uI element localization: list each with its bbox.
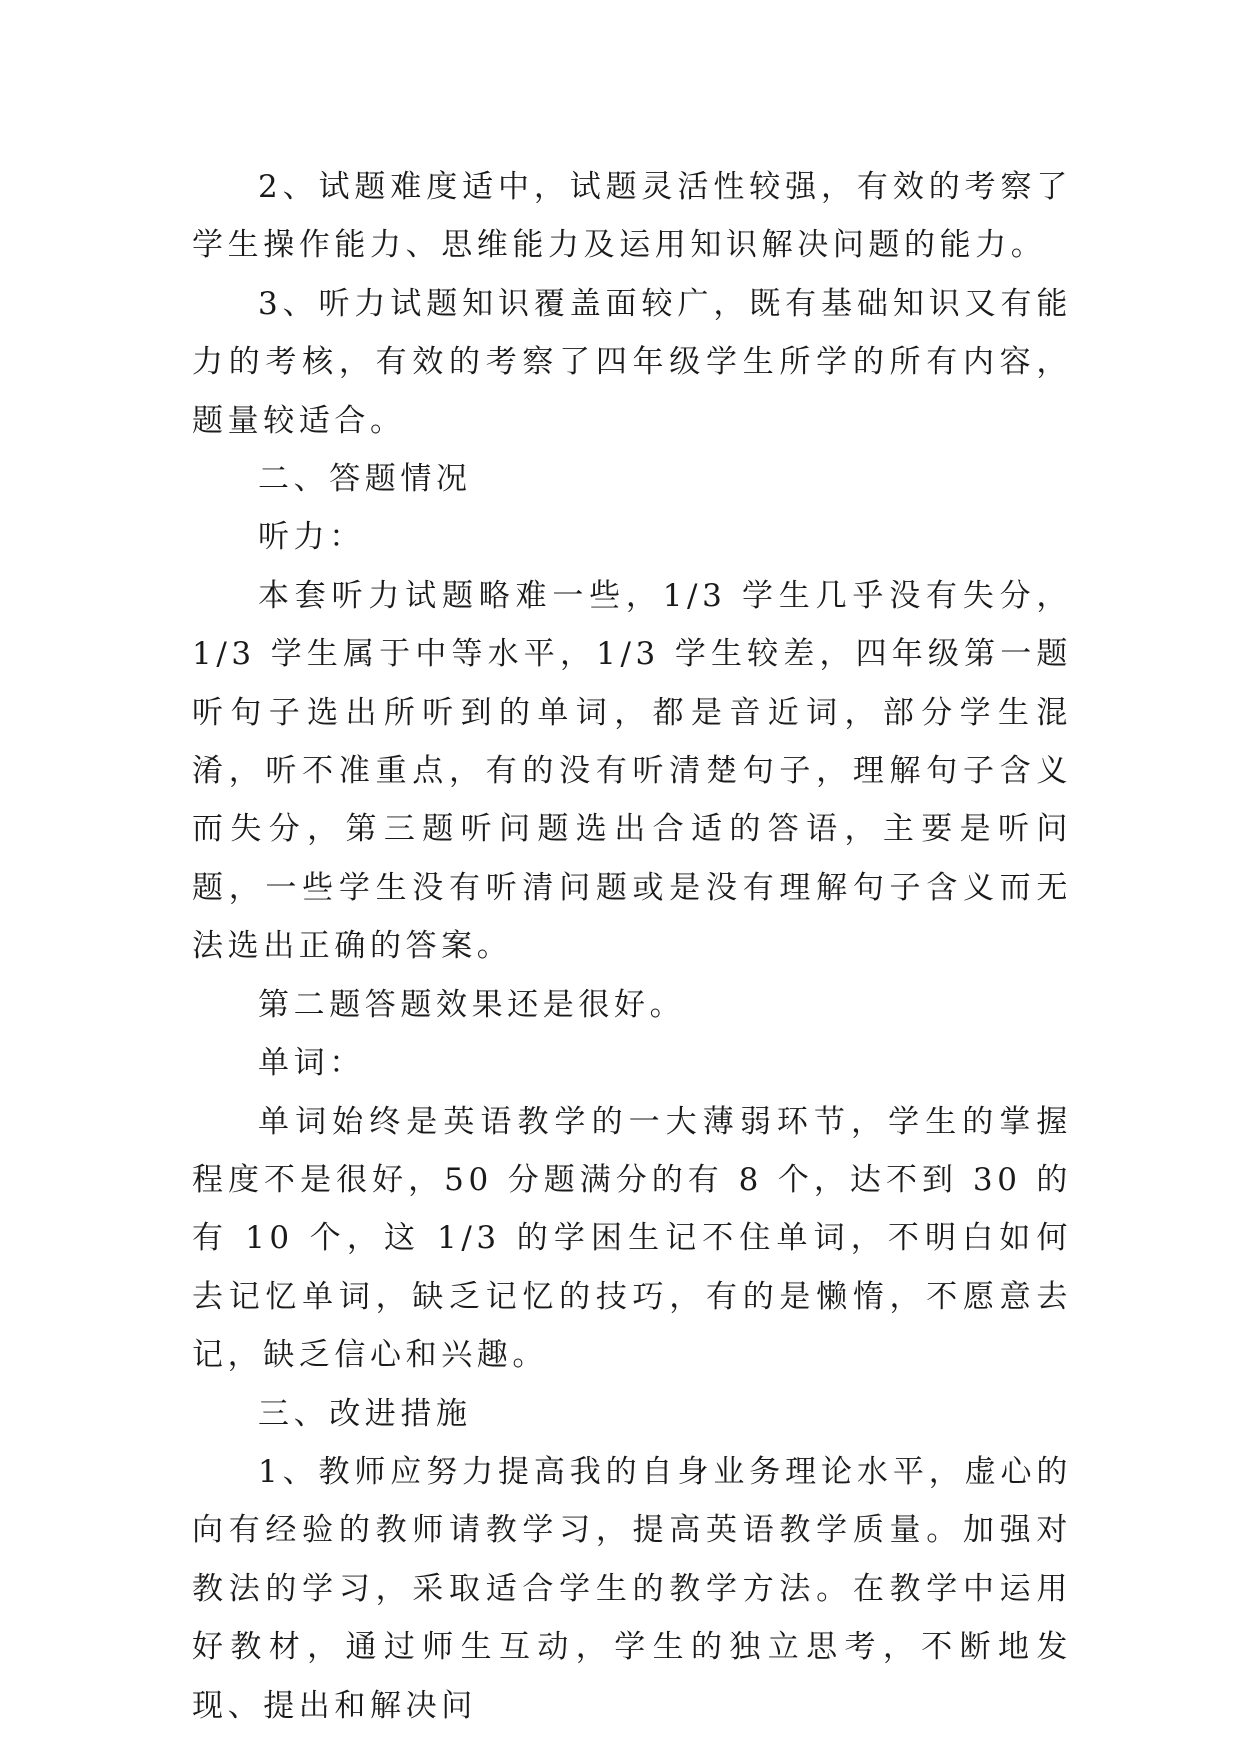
- section-heading-improvements: 三、改进措施: [258, 1395, 472, 1432]
- paragraph-second-question: 第二题答题效果还是很好。: [258, 986, 686, 1023]
- paragraph-improvement-1: 1、教师应努力提高我的自身业务理论水平，虚心的向有经验的教师请教学习，提高英语教学质量。加强对教法的学习，采取适合学生的教学方法。在教学中运用好教材，通过师生互动，学生的独立思考，不断地发现、提出和解决问: [192, 1453, 1072, 1724]
- paragraph-difficulty: 2、试题难度适中，试题灵活性较强，有效的考察了学生操作能力、思维能力及运用知识解决问题的能力。: [192, 169, 1072, 264]
- subheading-vocabulary: 单词：: [258, 1045, 365, 1082]
- document-body: [192, 158, 1072, 1735]
- subheading-listening: 听力：: [258, 519, 365, 556]
- paragraph-vocabulary-analysis: 单词始终是英语教学的一大薄弱环节，学生的掌握程度不是很好，50 分题满分的有 8 个，达不到 30 的有 10 个，这 1/3 的学困生记不住单词，不明白如何去记忆单词，缺乏记忆的技巧，有的是懒惰，不愿意去记，缺乏信心和兴趣。: [192, 1103, 1072, 1374]
- paragraph-listening-coverage: 3、听力试题知识覆盖面较广，既有基础知识又有能力的考核，有效的考察了四年级学生所学的所有内容，题量较适合。: [192, 285, 1072, 439]
- section-heading-answers: 二、答题情况: [258, 461, 472, 498]
- paragraph-listening-analysis: 本套听力试题略难一些，1/3 学生几乎没有失分，1/3 学生属于中等水平，1/3 学生较差，四年级第一题听句子选出所听到的单词，都是音近词，部分学生混淆，听不准重点，有的没有听清楚句子，理解句子含义而失分，第三题听问题选出合适的答语，主要是听问题，一些学生没有听清问题或是没有理解句子含义而无法选出正确的答案。: [192, 577, 1072, 965]
